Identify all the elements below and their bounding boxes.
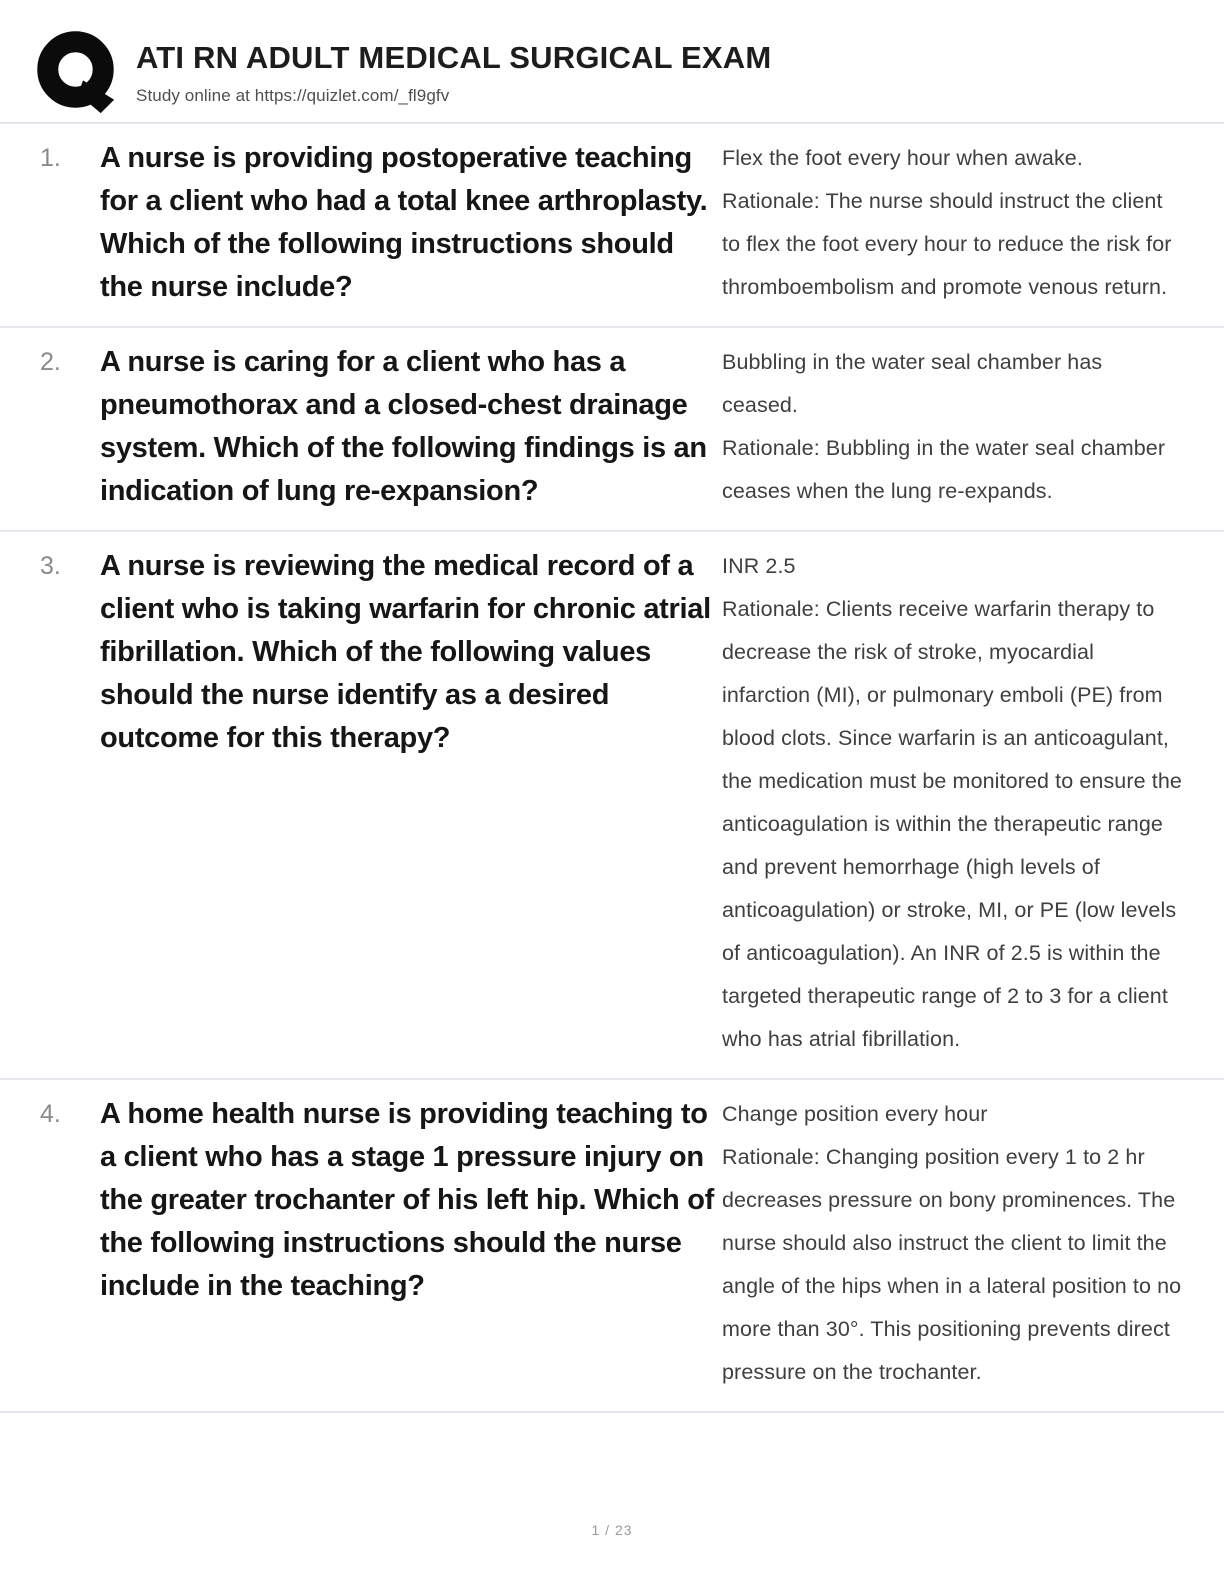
answer-rationale: Rationale: Clients receive warfarin therapy to decrease the risk of stroke, myocardial infarction (MI), or pulmonary emboli (PE) from blood clots. Since warfarin is an anticoagulant, the medication must be monitored to ensure the anticoagulation is within the therapeutic range and prevent hemorrhage (high levels of anticoagulation) or stroke, MI, or PE (low levels of anticoagulation). An INR of 2.5 is within the targeted therapeutic range of 2 to 3 for a client who has atrial fibrillation. bbox=[722, 597, 1182, 1051]
answer-text: Bubbling in the water seal chamber has ceased. bbox=[722, 350, 1103, 417]
qa-item-3 bbox=[0, 532, 1224, 1080]
answer-block bbox=[722, 341, 1184, 513]
qa-item-2 bbox=[0, 328, 1224, 532]
answer-block bbox=[722, 545, 1184, 1061]
question-text: A nurse is reviewing the medical record of a client who is taking warfarin for chronic atrial fibrillation. Which of the following values should the nurse identify as a desired outcome for this therapy? bbox=[100, 550, 711, 754]
qa-item-1 bbox=[0, 124, 1224, 328]
qa-item-4 bbox=[0, 1080, 1224, 1413]
question-answer-list bbox=[0, 124, 1224, 1510]
question-text: A nurse is caring for a client who has a pneumothorax and a closed-chest drainage system. Which of the following findings is an indication of lung re-expansion? bbox=[100, 346, 707, 507]
answer-rationale: Rationale: The nurse should instruct the client to flex the foot every hour to reduce the risk for thromboembolism and promote venous return. bbox=[722, 189, 1172, 299]
answer-rationale: Rationale: Bubbling in the water seal chamber ceases when the lung re-expands. bbox=[722, 436, 1166, 503]
document-header bbox=[0, 0, 1224, 124]
question-number: 1. bbox=[40, 144, 61, 172]
question-number: 4. bbox=[40, 1100, 61, 1128]
header-text-block bbox=[136, 30, 771, 106]
answer-rationale: Rationale: Changing position every 1 to 2 hr decreases pressure on bony prominences. The nurse should also instruct the client to limit the angle of the hips when in a lateral position to no more than 30°. This positioning prevents direct pressure on the trochanter. bbox=[722, 1145, 1182, 1384]
quizlet-q-logo-icon bbox=[36, 30, 120, 114]
question-text: A home health nurse is providing teaching to a client who has a stage 1 pressure injury on the greater trochanter of his left hip. Which of the following instructions should the nurse include in the teaching? bbox=[100, 1098, 714, 1302]
question-number: 2. bbox=[40, 348, 61, 376]
answer-text: Flex the foot every hour when awake. bbox=[722, 146, 1083, 170]
answer-text: Change position every hour bbox=[722, 1102, 988, 1126]
page-title: ATI RN ADULT MEDICAL SURGICAL EXAM bbox=[136, 40, 772, 75]
answer-block bbox=[722, 1093, 1184, 1394]
answer-text: INR 2.5 bbox=[722, 554, 796, 578]
page-footer bbox=[0, 1510, 1224, 1584]
study-online-link: Study online at https://quizlet.com/_fl9gfv bbox=[136, 86, 450, 106]
question-text: A nurse is providing postoperative teaching for a client who had a total knee arthroplasty. Which of the following instructions should the nurse include? bbox=[100, 142, 708, 303]
answer-block bbox=[722, 137, 1184, 309]
page-indicator: 1 / 23 bbox=[591, 1522, 633, 1538]
question-number: 3. bbox=[40, 552, 61, 580]
